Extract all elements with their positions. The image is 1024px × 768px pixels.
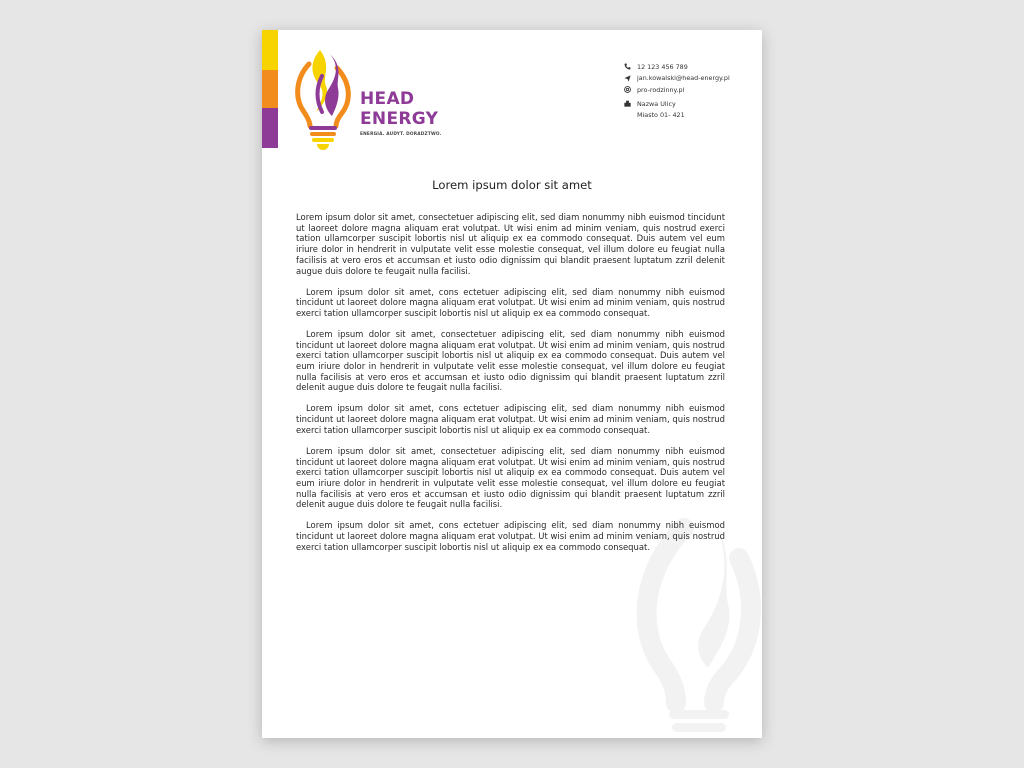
building-icon [624, 100, 631, 107]
document-title: Lorem ipsum dolor sit amet [432, 178, 592, 192]
contact-email[interactable]: jan.kowalski@head-energy.pl [637, 74, 730, 83]
body-paragraph: Lorem ipsum dolor sit amet, cons ectetuer adipiscing elit, sed diam nonummy nibh euismod tincidunt ut laoreet dolore magna aliquam erat volutpat. Ut wisi enim ad minim veniam, quis nostrud exerci tation ullamcorper suscipit lobortis nisl ut aliquip ex ea commodo consequat. [296, 286, 725, 318]
at-icon [624, 86, 631, 93]
brand-name-line1: HEAD [360, 89, 415, 109]
contact-website[interactable]: pro-rodzinny.pl [637, 85, 685, 94]
contact-block [624, 61, 754, 121]
contact-address-row [624, 99, 754, 121]
letterhead-page [262, 30, 762, 738]
contact-street: Nazwa Ulicy [637, 99, 676, 108]
body-paragraph: Lorem ipsum dolor sit amet, consectetuer adipiscing elit, sed diam nonummy nibh euismod tincidunt ut laoreet dolore magna aliquam erat volutpat. Ut wisi enim ad minim veniam, quis nostrud exerci tation ullamcorper suscipit lobortis nisl ut aliquip ex ea commodo consequat. Duis autem vel eum iriure dolor in hendrerit in vulputate velit esse molestie consequat, vel illum dolore eu feugiat nulla facilisis at vero eros et accumsan et iusto odio dignissim qui blandit praesent luptatum zzril delenit augue duis dolore te feugait nulla facilisi. [296, 212, 725, 276]
orange-accent-stripe [262, 70, 278, 108]
contact-city: Miasto 01- 421 [637, 110, 685, 119]
brand-name [360, 89, 438, 129]
contact-phone-row [624, 61, 754, 73]
body-paragraph: Lorem ipsum dolor sit amet, consectetuer adipiscing elit, sed diam nonummy nibh euismod tincidunt ut laoreet dolore magna aliquam erat volutpat. Ut wisi enim ad minim veniam, quis nostrud exerci tation ullamcorper suscipit lobortis nisl ut aliquip ex ea commodo consequat. Duis autem vel eum iriure dolor in hendrerit in vulputate velit esse molestie consequat, vel illum dolore eu feugiat nulla facilisis at vero eros et accumsan et iusto odio dignissim qui blandit praesent luptatum zzril delenit augue duis dolore te feugait nulla facilisi. [296, 445, 725, 510]
document-body [296, 212, 725, 563]
contact-email-row [624, 73, 754, 85]
brand-name-line2: ENERGY [360, 109, 439, 129]
body-paragraph: Lorem ipsum dolor sit amet, cons ectetuer adipiscing elit, sed diam nonummy nibh euismod tincidunt ut laoreet dolore magna aliquam erat volutpat. Ut wisi enim ad minim veniam, quis nostrud exerci tation ullamcorper suscipit lobortis nisl ut aliquip ex ea commodo consequat. [296, 520, 725, 552]
contact-web-row [624, 84, 754, 96]
yellow-accent-stripe [262, 30, 278, 70]
lightbulb-flame-icon [292, 46, 354, 150]
brand-tagline: ENERGIA. AUDYT. DORADZTWO. [360, 132, 442, 137]
phone-icon [624, 63, 631, 70]
contact-phone: 12 123 456 789 [637, 62, 688, 71]
body-paragraph: Lorem ipsum dolor sit amet, cons ectetuer adipiscing elit, sed diam nonummy nibh euismod tincidunt ut laoreet dolore magna aliquam erat volutpat. Ut wisi enim ad minim veniam, quis nostrud exerci tation ullamcorper suscipit lobortis nisl ut aliquip ex ea commodo consequat. [296, 403, 725, 435]
body-paragraph: Lorem ipsum dolor sit amet, consectetuer adipiscing elit, sed diam nonummy nibh euismod tincidunt ut laoreet dolore magna aliquam erat volutpat. Ut wisi enim ad minim veniam, quis nostrud exerci tation ullamcorper suscipit lobortis nisl ut aliquip ex ea commodo consequat. Duis autem vel eum iriure dolor in hendrerit in vulputate velit esse molestie consequat, vel illum dolore eu feugiat nulla facilisis at vero eros et accumsan et iusto odio dignissim qui blandit praesent luptatum zzril delenit augue duis dolore te feugait nulla facilisi. [296, 328, 725, 393]
purple-accent-stripe [262, 108, 278, 148]
send-icon [624, 75, 631, 82]
